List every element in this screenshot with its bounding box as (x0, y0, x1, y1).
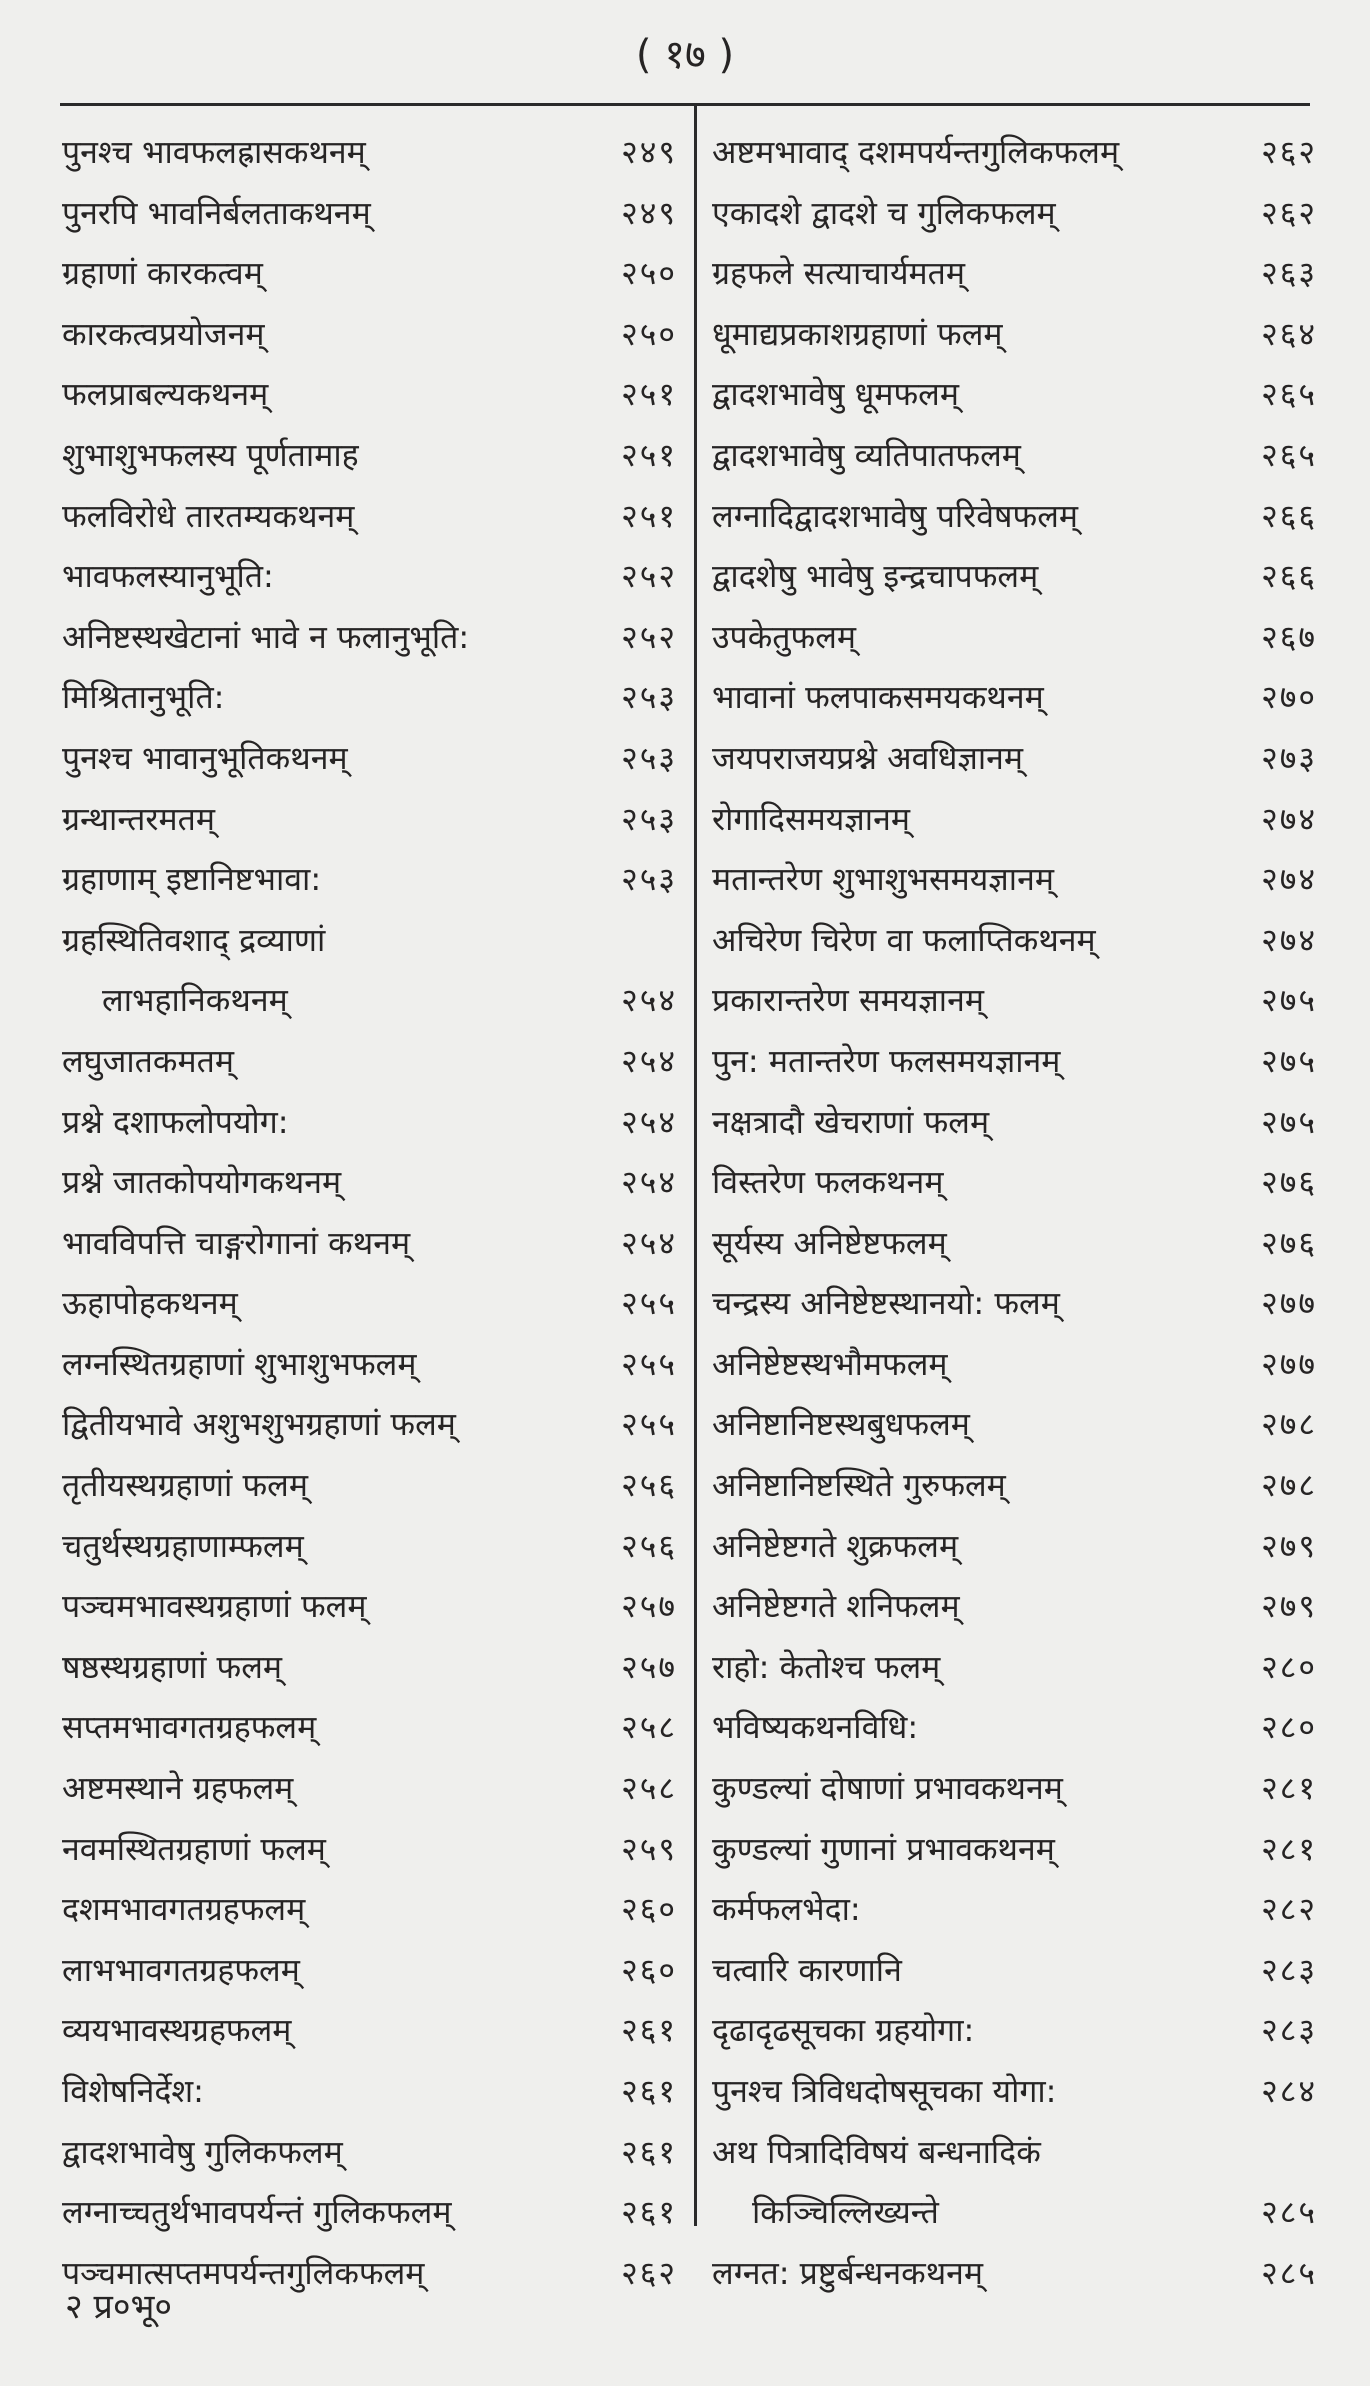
contents-entry (62, 910, 677, 971)
entry-title: ग्रहस्थितिवशाद् द्रव्याणां (62, 920, 326, 959)
entry-title: पुनश्च भावफलह्रासकथनम् (62, 133, 366, 171)
contents-entry (62, 1394, 677, 1455)
entry-title: भविष्यकथनविधि: (712, 1708, 919, 1747)
entry-title: कुण्डल्यां गुणानां प्रभावकथनम् (712, 1829, 1055, 1868)
entry-title: दशमभावगतग्रहफलम् (62, 1890, 306, 1929)
entry-page-number: २६० (621, 1890, 677, 1929)
contents-entry (712, 1819, 1317, 1880)
contents-entry (62, 425, 677, 486)
entry-title: तृतीयस्थग्रहाणां फलम् (62, 1466, 309, 1505)
contents-entry (712, 122, 1317, 183)
entry-page-number: २७५ (1261, 1041, 1317, 1080)
entry-page-number: २५४ (621, 1041, 677, 1080)
entry-title: नक्षत्रादौ खेचराणां फलम् (712, 1102, 990, 1141)
contents-entry (712, 2182, 1317, 2243)
entry-title: अष्टमस्थाने ग्रहफलम् (62, 1769, 294, 1808)
entry-page-number: २८५ (1261, 2253, 1317, 2292)
entry-title: राहो: केतोश्च फलम् (712, 1647, 941, 1686)
entry-page-number: २८१ (1261, 1829, 1317, 1868)
entry-page-number: २६५ (1261, 375, 1317, 414)
entry-title: द्वादशभावेषु व्यतिपातफलम् (712, 435, 1021, 474)
entry-title: प्रकारान्तरेण समयज्ञानम् (712, 981, 984, 1020)
entry-title: ग्रहफले सत्याचार्यमतम् (712, 254, 966, 293)
contents-entry (62, 1879, 677, 1940)
entry-page-number: २६२ (1261, 133, 1317, 171)
entry-page-number: २६१ (621, 2193, 677, 2232)
entry-page-number: २५४ (621, 1163, 677, 1202)
contents-entry (712, 486, 1317, 547)
entry-title: अष्टमभावाद् दशमपर्यन्तगुलिकफलम् (712, 133, 1120, 171)
contents-entry (712, 2000, 1317, 2061)
contents-column-right (712, 122, 1317, 2303)
entry-title: ग्रन्थान्तरमतम् (62, 799, 216, 838)
entry-page-number: २५१ (621, 375, 677, 414)
entry-page-number: २७६ (1261, 1223, 1317, 1262)
contents-entry (712, 1092, 1317, 1153)
contents-entry (712, 546, 1317, 607)
contents-entry (712, 667, 1317, 728)
contents-entry (712, 183, 1317, 244)
entry-title: पुनरपि भावनिर्बलताकथनम् (62, 193, 371, 232)
column-divider (694, 106, 697, 2226)
entry-page-number: २७८ (1261, 1405, 1317, 1444)
entry-page-number: २७४ (1261, 799, 1317, 838)
contents-entry (712, 2243, 1317, 2304)
entry-page-number: २५२ (621, 617, 677, 656)
entry-title: षष्ठस्थग्रहाणां फलम् (62, 1647, 283, 1686)
entry-page-number: २८५ (1261, 2193, 1317, 2232)
entry-page-number: २७३ (1261, 738, 1317, 777)
contents-entry (62, 304, 677, 365)
entry-title: पुनश्च भावानुभूतिकथनम् (62, 738, 348, 777)
entry-page-number: २६५ (1261, 435, 1317, 474)
contents-entry (62, 364, 677, 425)
contents-entry (62, 1758, 677, 1819)
entry-page-number: २७७ (1261, 1284, 1317, 1323)
contents-entry (62, 1576, 677, 1637)
entry-page-number: २५४ (621, 981, 677, 1020)
contents-entry (712, 789, 1317, 850)
contents-entry (62, 1273, 677, 1334)
entry-page-number: २६६ (1261, 496, 1317, 535)
contents-entry (62, 789, 677, 850)
entry-title: पुन: मतान्तरेण फलसमयज्ञानम् (712, 1041, 1061, 1080)
entry-title: ऊहापोहकथनम् (62, 1284, 238, 1323)
entry-page-number: २८४ (1261, 2072, 1317, 2110)
entry-title: द्वादशेषु भावेषु इन्द्रचापफलम् (712, 557, 1039, 596)
contents-entry (62, 970, 677, 1031)
entry-page-number: २६३ (1261, 254, 1317, 293)
entry-title: द्वितीयभावे अशुभशुभग्रहाणां फलम् (62, 1405, 456, 1444)
entry-title: धूमाद्यप्रकाशग्रहाणां फलम् (712, 314, 1003, 353)
entry-page-number: २५५ (621, 1405, 677, 1444)
entry-page-number: २५८ (621, 1769, 677, 1808)
entry-page-number: २८१ (1261, 1769, 1317, 1808)
contents-entry (712, 1455, 1317, 1516)
entry-title: चन्द्रस्य अनिष्टेष्टस्थानयो: फलम् (712, 1284, 1060, 1323)
entry-title: फलविरोधे तारतम्यकथनम् (62, 496, 355, 535)
entry-page-number: २५४ (621, 1223, 677, 1262)
entry-page-number: २६२ (1261, 193, 1317, 232)
entry-title: कारकत्वप्रयोजनम् (62, 314, 265, 353)
contents-entry (712, 1334, 1317, 1395)
contents-entry (712, 2122, 1317, 2183)
entry-page-number: २८० (1261, 1647, 1317, 1686)
entry-page-number: २८३ (1261, 2011, 1317, 2050)
entry-page-number: २५७ (621, 1587, 677, 1626)
entry-page-number: २७९ (1261, 1587, 1317, 1626)
contents-entry (712, 1758, 1317, 1819)
entry-title: मतान्तरेण शुभाशुभसमयज्ञानम् (712, 860, 1054, 899)
entry-page-number: २८३ (1261, 1950, 1317, 1989)
contents-entry (62, 1152, 677, 1213)
contents-entry (62, 1213, 677, 1274)
contents-entry (712, 849, 1317, 910)
entry-title: द्वादशभावेषु धूमफलम् (712, 375, 960, 414)
contents-entry (712, 1576, 1317, 1637)
entry-title: पञ्चमभावस्थग्रहाणां फलम् (62, 1587, 367, 1626)
contents-entry (712, 1697, 1317, 1758)
contents-entry (62, 1092, 677, 1153)
entry-page-number: २६७ (1261, 617, 1317, 656)
entry-page-number: २५३ (621, 678, 677, 717)
entry-page-number: २५० (621, 314, 677, 353)
contents-entry (712, 304, 1317, 365)
entry-title: कर्मफलभेदा: (712, 1890, 861, 1929)
contents-entry (712, 425, 1317, 486)
entry-page-number: २७९ (1261, 1526, 1317, 1565)
entry-title: चत्वारि कारणानि (712, 1950, 902, 1989)
entry-title: अनिष्टेष्टगते शनिफलम् (712, 1587, 960, 1626)
contents-entry (62, 1516, 677, 1577)
entry-page-number: २६६ (1261, 557, 1317, 596)
contents-entry (712, 607, 1317, 668)
header-rule (60, 103, 1310, 106)
contents-entry (712, 1394, 1317, 1455)
contents-entry (62, 1334, 677, 1395)
entry-title: जयपराजयप्रश्ने अवधिज्ञानम् (712, 738, 1024, 777)
entry-page-number: २५५ (621, 1284, 677, 1323)
entry-title: लग्नस्थितग्रहाणां शुभाशुभफलम् (62, 1344, 417, 1383)
contents-entry (62, 546, 677, 607)
entry-page-number: २६१ (621, 2132, 677, 2171)
contents-entry (712, 970, 1317, 1031)
entry-page-number: २५३ (621, 799, 677, 838)
entry-page-number: २८० (1261, 1708, 1317, 1747)
contents-entry (62, 2122, 677, 2183)
entry-page-number: २७७ (1261, 1344, 1317, 1383)
contents-entry (712, 2061, 1317, 2122)
contents-entry (62, 2182, 677, 2243)
entry-page-number: २५७ (621, 1647, 677, 1686)
entry-page-number: २७६ (1261, 1163, 1317, 1202)
entry-page-number: २५१ (621, 496, 677, 535)
entry-page-number: २४९ (621, 133, 677, 171)
entry-title: भावानां फलपाकसमयकथनम् (712, 678, 1044, 717)
contents-entry (712, 243, 1317, 304)
contents-column-left (62, 122, 677, 2303)
entry-page-number: २५९ (621, 1829, 677, 1868)
contents-entry (712, 728, 1317, 789)
entry-title: द्वादशभावेषु गुलिकफलम् (62, 2132, 343, 2171)
entry-page-number: २५० (621, 254, 677, 293)
entry-title: उपकेतुफलम् (712, 617, 857, 656)
entry-page-number: २६० (621, 1950, 677, 1989)
entry-title: किञ्चिल्लिख्यन्ते (752, 2193, 939, 2232)
contents-entry (62, 1637, 677, 1698)
entry-page-number: २७४ (1261, 920, 1317, 959)
contents-entry (712, 1213, 1317, 1274)
contents-entry (712, 1637, 1317, 1698)
entry-title: अनिष्टेष्टस्थभौमफलम् (712, 1344, 948, 1383)
contents-entry (62, 2000, 677, 2061)
entry-page-number: २५४ (621, 1102, 677, 1141)
entry-title: चतुर्थस्थग्रहाणाम्फलम् (62, 1526, 304, 1565)
entry-page-number: २४९ (621, 193, 677, 232)
contents-entry (712, 1152, 1317, 1213)
entry-page-number: २५१ (621, 435, 677, 474)
entry-title: पुनश्च त्रिविधदोषसूचका योगा: (712, 2072, 1057, 2110)
entry-page-number: २७५ (1261, 981, 1317, 1020)
entry-title: लाभभावगतग्रहफलम् (62, 1950, 300, 1989)
entry-title: सूर्यस्य अनिष्टेष्टफलम् (712, 1223, 947, 1262)
contents-entry (62, 1940, 677, 2001)
entry-title: प्रश्ने दशाफलोपयोग: (62, 1102, 289, 1141)
entry-page-number: २६४ (1261, 314, 1317, 353)
entry-page-number: २६१ (621, 2072, 677, 2110)
entry-page-number: २५२ (621, 557, 677, 596)
entry-title: अचिरेण चिरेण वा फलाप्तिकथनम् (712, 920, 1096, 959)
entry-title: विशेषनिर्देश: (62, 2072, 204, 2110)
contents-entry (712, 1031, 1317, 1092)
contents-entry (62, 607, 677, 668)
contents-entry (712, 1879, 1317, 1940)
entry-title: व्ययभावस्थग्रहफलम् (62, 2011, 292, 2050)
contents-entry (62, 667, 677, 728)
contents-entry (62, 1697, 677, 1758)
entry-title: सप्तमभावगतग्रहफलम् (62, 1708, 317, 1747)
entry-page-number: २५६ (621, 1526, 677, 1565)
contents-entry (712, 910, 1317, 971)
entry-title: भावविपत्ति चाङ्गरोगानां कथनम् (62, 1223, 411, 1262)
entry-page-number: २७५ (1261, 1102, 1317, 1141)
entry-title: नवमस्थितग्रहाणां फलम् (62, 1829, 326, 1868)
entry-title: अनिष्टानिष्टस्थिते गुरुफलम् (712, 1466, 1006, 1505)
footer-signature: २ प्र०भू० (65, 2287, 173, 2327)
entry-page-number: २६२ (621, 2253, 677, 2292)
entry-title: रोगादिसमयज्ञानम् (712, 799, 910, 838)
contents-entry (712, 364, 1317, 425)
entry-title: शुभाशुभफलस्य पूर्णतामाह (62, 435, 359, 474)
entry-title: लाभहानिकथनम् (102, 981, 288, 1020)
contents-entry (62, 243, 677, 304)
entry-page-number: २७४ (1261, 860, 1317, 899)
entry-page-number: २५३ (621, 860, 677, 899)
entry-title: मिश्रितानुभूति: (62, 678, 225, 717)
entry-title: लग्नादिद्वादशभावेषु परिवेषफलम् (712, 496, 1079, 535)
entry-title: अनिष्टानिष्टस्थबुधफलम् (712, 1405, 970, 1444)
contents-entry (62, 1031, 677, 1092)
entry-title: ग्रहाणाम् इष्टानिष्टभावा: (62, 860, 322, 899)
entry-title: कुण्डल्यां दोषाणां प्रभावकथनम् (712, 1769, 1063, 1808)
entry-title: एकादशे द्वादशे च गुलिकफलम् (712, 193, 1056, 232)
entry-page-number: २५३ (621, 738, 677, 777)
entry-page-number: २५५ (621, 1344, 677, 1383)
contents-entry (712, 1273, 1317, 1334)
entry-title: अनिष्टस्थखेटानां भावे न फलानुभूति: (62, 617, 470, 656)
entry-page-number: २५८ (621, 1708, 677, 1747)
entry-page-number: २७८ (1261, 1466, 1317, 1505)
entry-title: ग्रहाणां कारकत्वम् (62, 254, 263, 293)
entry-title: लघुजातकमतम् (62, 1041, 234, 1080)
entry-title: अथ पित्रादिविषयं बन्धनादिकं (712, 2132, 1041, 2171)
entry-title: लग्नाच्चतुर्थभावपर्यन्तं गुलिकफलम् (62, 2193, 452, 2232)
contents-entry (62, 728, 677, 789)
entry-title: लग्नत: प्रष्टुर्बन्धनकथनम् (712, 2253, 984, 2292)
entry-page-number: २५६ (621, 1466, 677, 1505)
entry-page-number: २७० (1261, 678, 1317, 717)
contents-entry (712, 1516, 1317, 1577)
contents-entry (62, 122, 677, 183)
entry-page-number: २६१ (621, 2011, 677, 2050)
entry-title: पञ्चमात्सप्तमपर्यन्तगुलिकफलम् (62, 2253, 425, 2292)
contents-entry (62, 1819, 677, 1880)
entry-title: प्रश्ने जातकोपयोगकथनम् (62, 1163, 342, 1202)
contents-entry (62, 486, 677, 547)
entry-title: अनिष्टेष्टगते शुक्रफलम् (712, 1526, 959, 1565)
entry-title: भावफलस्यानुभूति: (62, 557, 274, 596)
entry-title: विस्तरेण फलकथनम् (712, 1163, 944, 1202)
entry-title: दृढादृढसूचका ग्रहयोगा: (712, 2011, 975, 2050)
entry-title: फलप्राबल्यकथनम् (62, 375, 269, 414)
contents-entry (62, 2061, 677, 2122)
entry-page-number: २८२ (1261, 1890, 1317, 1929)
contents-entry (712, 1940, 1317, 2001)
contents-entry (62, 1455, 677, 1516)
contents-entry (62, 849, 677, 910)
contents-entry (62, 183, 677, 244)
page-number: ( १७ ) (635, 32, 735, 78)
